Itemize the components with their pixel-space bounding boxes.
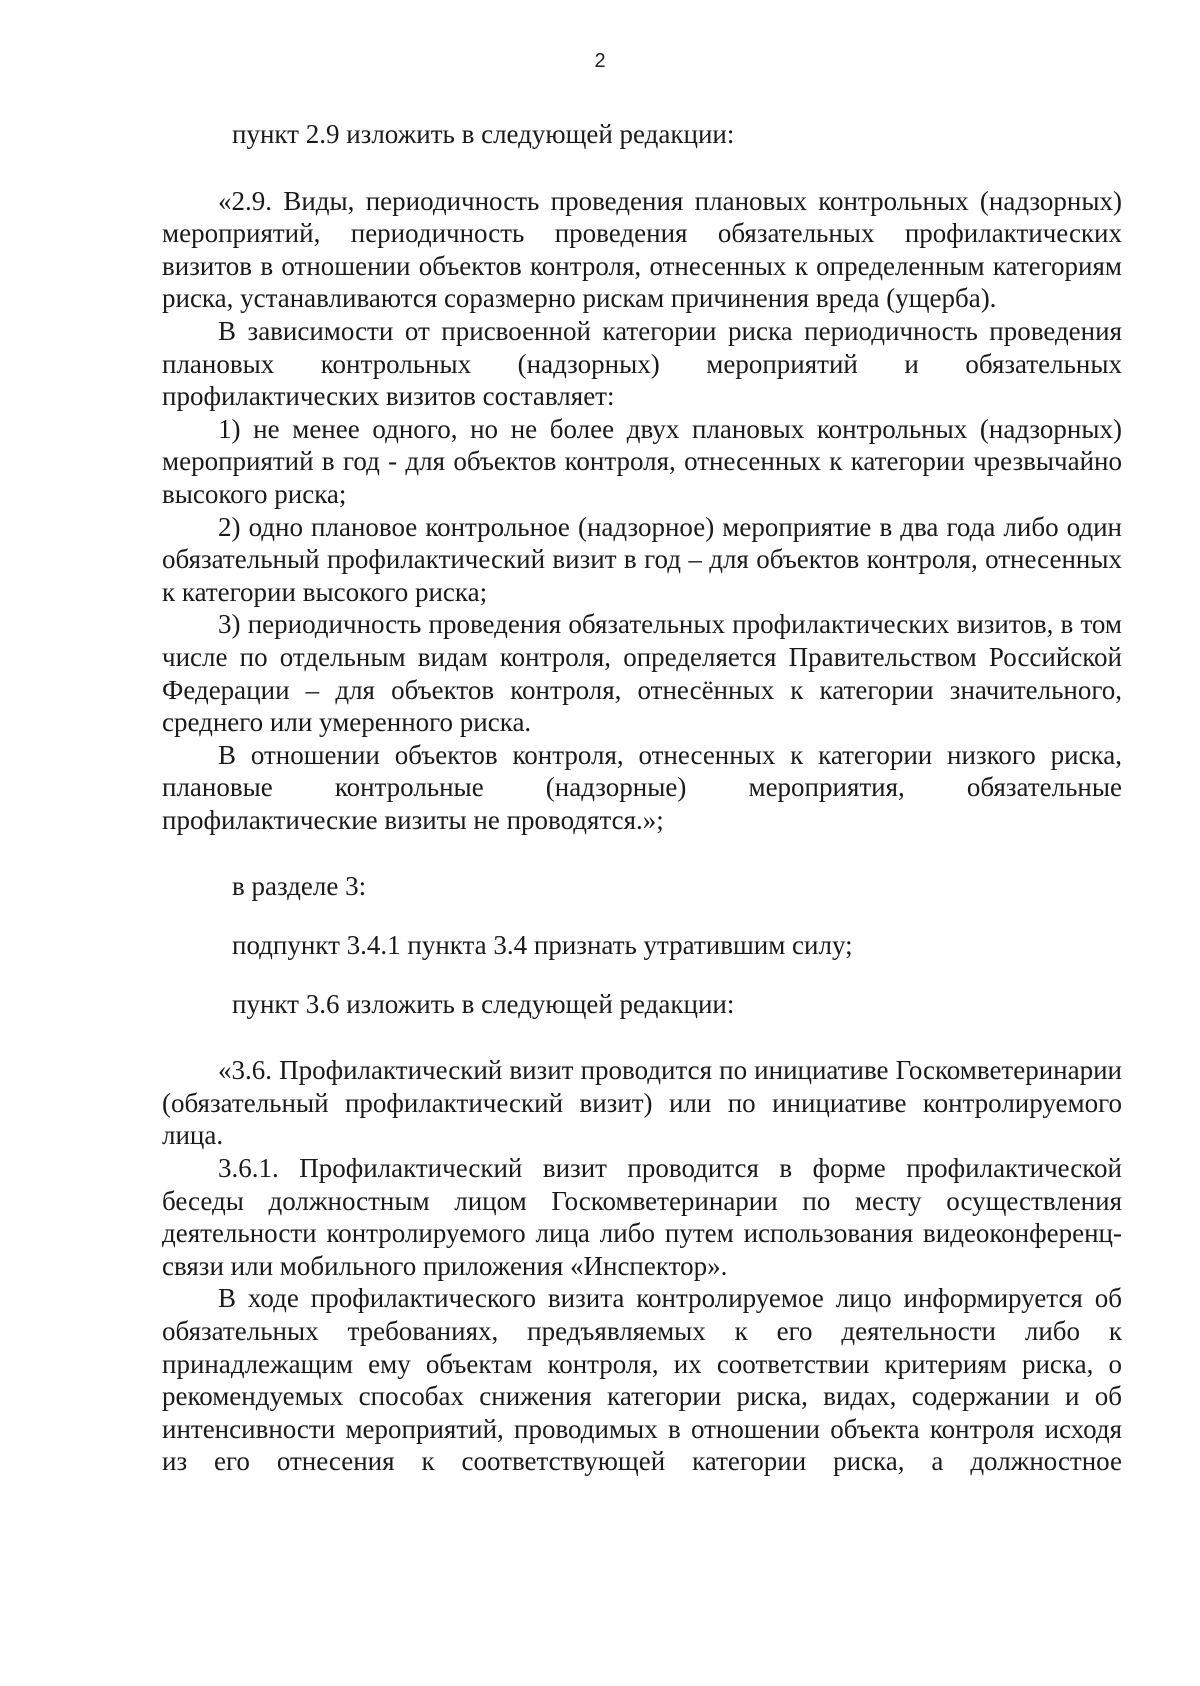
paragraph: В зависимости от присвоенной категории риска периодичность проведения плановых контрольных (надзорных) мероприятий и обязательных профилактических визитов составляет: bbox=[162, 315, 1122, 412]
document-body bbox=[162, 118, 1122, 1478]
paragraph: «2.9. Виды, периодичность проведения плановых контрольных (надзорных) мероприятий, периодичность проведения обязательных профилактических визитов в отношении объектов контроля, отнесенных к определенным категориям риска, устанавливаются соразмерно рискам причинения вреда (ущерба). bbox=[162, 185, 1122, 314]
paragraph: В отношении объектов контроля, отнесенных к категории низкого риска, плановые контрольные (надзорные) мероприятия, обязательные профилактические визиты не проводятся.»; bbox=[162, 739, 1122, 835]
page-number: 2 bbox=[594, 50, 606, 72]
list-item: 3) периодичность проведения обязательных профилактических визитов, в том числе по отдельным видам контроля, определяется Правительством Российской Федерации – для объектов контроля, отнесённых к категории значительного, среднего или умеренного риска. bbox=[162, 609, 1122, 738]
amendment-instruction: пункт 2.9 изложить в следующей редакции: bbox=[232, 119, 735, 149]
amendment-instruction: подпункт 3.4.1 пункта 3.4 признать утратившим силу; bbox=[232, 930, 853, 961]
list-item: 1) не менее одного, но не более двух плановых контрольных (надзорных) мероприятий в год - для объектов контроля, отнесенных к категории чрезвычайно высокого риска; bbox=[162, 413, 1122, 509]
amendment-instruction: в разделе 3: bbox=[232, 871, 367, 902]
list-item: 2) одно плановое контрольное (надзорное) мероприятие в два года либо один обязательный профилактический визит в год – для объектов контроля, отнесенных к категории высокого риска; bbox=[162, 511, 1122, 607]
paragraph: «3.6. Профилактический визит проводится по инициативе Госкомветеринарии (обязательный профилактический визит) или по инициативе контролируемого лица. bbox=[162, 1055, 1122, 1151]
paragraph: 3.6.1. Профилактический визит проводится в форме профилактической беседы должностным лицом Госкомветеринарии по месту осуществления деятельности контролируемого лица либо путем использования видеоконференц-связи или мобильного приложения «Инспектор». bbox=[162, 1153, 1122, 1281]
amendment-instruction: пункт 3.6 изложить в следующей редакции: bbox=[232, 988, 735, 1019]
paragraph: В ходе профилактического визита контролируемое лицо информируется об обязательных требованиях, предъявляемых к его деятельности либо к принадлежащим ему объектам контроля, их соответствии критериям риска, о рекомендуемых способах снижения категории риска, видах, содержании и об интенсивности мероприятий, проводимых в отношении объекта контроля исходя из его отнесения к соответствующей категории риска, а должностное bbox=[162, 1283, 1122, 1477]
